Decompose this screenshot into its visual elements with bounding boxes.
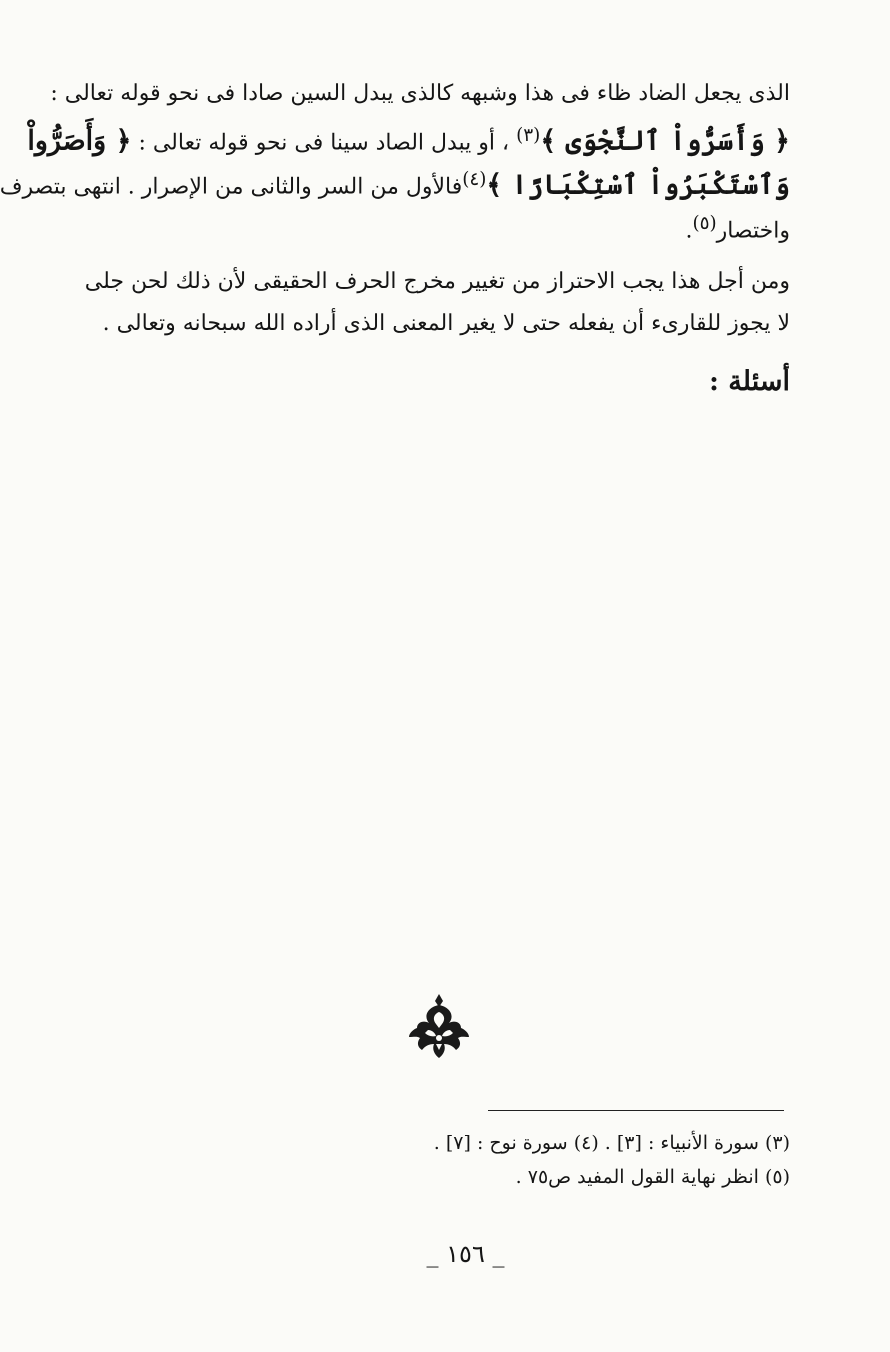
- paragraph2-line1: ومن أجل هذا يجب الاحتراز من تغيير مخرج الحرف الحقيقى لأن ذلك لحن جلى: [84, 269, 790, 294]
- footnote-ref-3: (٣): [516, 125, 541, 146]
- page-number: _ ١٥٦ _: [426, 1240, 505, 1268]
- footnote-line2: (٥) انظر نهاية القول المفيد ص٧٥ .: [515, 1166, 790, 1188]
- paragraph1-line3: [0, 160, 790, 207]
- footnote-separator: [488, 1110, 784, 1111]
- paragraph1-line4-text: واختصار: [716, 218, 790, 244]
- footnote-ref-4: (٤): [462, 169, 487, 190]
- paragraph1-line3-text: فالأول من السر والثانى من الإصرار . انتهى بتصرف: [0, 174, 463, 200]
- paragraph1-line4-end: .: [685, 218, 693, 244]
- questions-heading: أسئلة :: [708, 366, 790, 397]
- footnote-ref-5: (٥): [692, 213, 717, 234]
- paragraph1-line2: [27, 116, 790, 163]
- paragraph1-line4: [59, 204, 790, 251]
- quran-verse-1: ﴿ وَأَسَرُّواْ ٱلنَّجْوَى ﴾: [540, 125, 790, 157]
- floral-ornament-icon: [406, 992, 472, 1060]
- paragraph1-line2-text: ، أو يبدل الصاد سينا فى نحو قوله تعالى :: [138, 130, 510, 156]
- footnote-line1: (٣) سورة الأنبياء : [٣] . (٤) سورة نوح : [٧] .: [433, 1132, 790, 1154]
- quran-verse-2-start: ﴿ وَأَصَرُّواْ: [27, 125, 132, 157]
- paragraph2-line2: لا يجوز للقارىء أن يفعله حتى لا يغير المعنى الذى أراده الله سبحانه وتعالى .: [102, 311, 790, 336]
- quran-verse-2-end: وَٱسْتَكْبَرُواْ ٱسْتِكْبَارًا ﴾: [486, 169, 790, 201]
- paragraph1-line1: الذى يجعل الضاد ظاء فى هذا وشبهه كالذى يبدل السين صادا فى نحو قوله تعالى :: [50, 81, 790, 106]
